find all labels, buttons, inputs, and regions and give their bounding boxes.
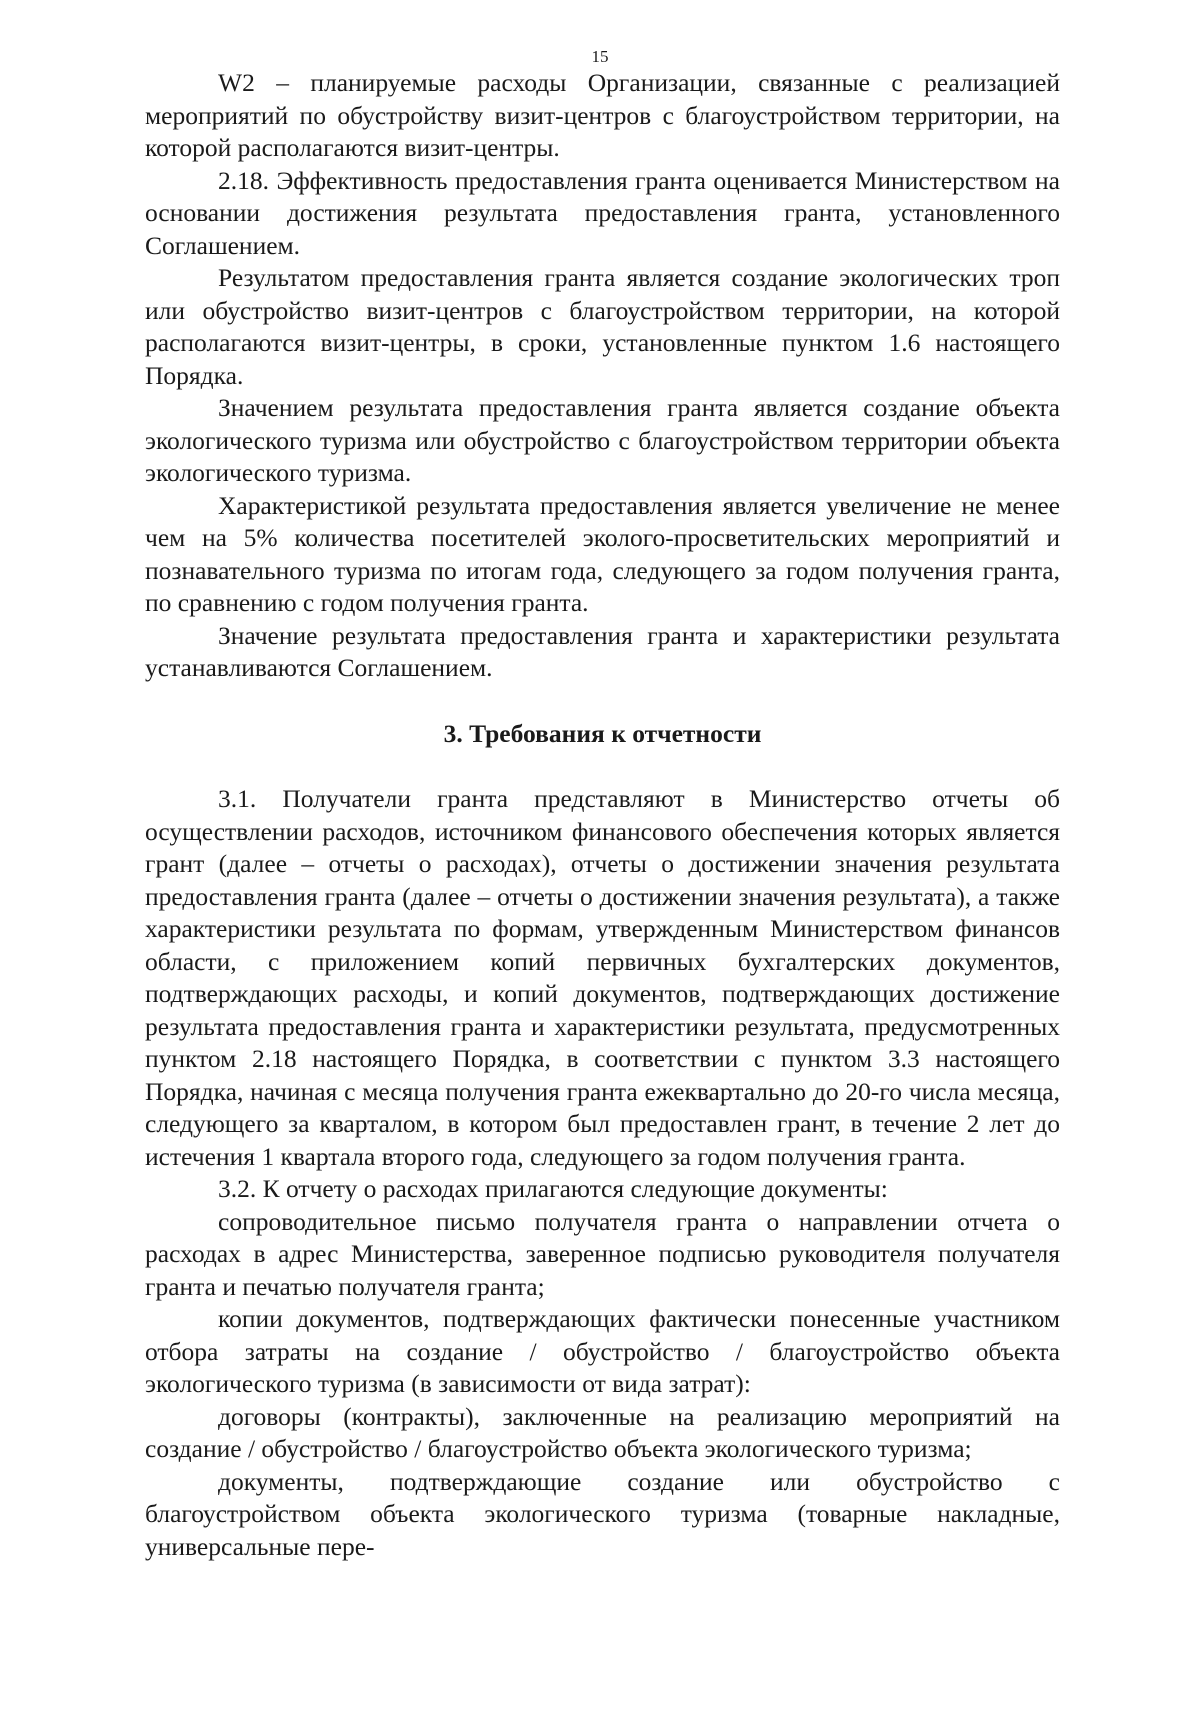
paragraph-contracts: договоры (контракты), заключенные на реализацию мероприятий на создание / обустройство / благоустройство объекта экологического туризма; [145, 1401, 1060, 1463]
paragraph-supporting-documents: документы, подтверждающие создание или обустройство с благоустройством объекта экологического туризма (товарные накладные, универсальные пере- [145, 1466, 1060, 1561]
paragraph-result-characteristic: Характеристикой результата предоставления является увеличение не менее чем на 5% количества посетителей эколого-просветительских мероприятий и познавательного туризма по итогам года, следующего за годом получения гранта, по сравнению с годом получения гранта. [145, 490, 1060, 617]
document-body [145, 67, 1060, 1563]
paragraph-cover-letter: сопроводительное письмо получателя гранта о направлении отчета о расходах в адрес Министерства, заверенное подписью руководителя получателя гранта и печатью получателя гранта; [145, 1206, 1060, 1301]
paragraph-agreement: Значение результата предоставления гранта и характеристики результата устанавливаются Соглашением. [145, 620, 1060, 682]
page-number: 15 [591, 47, 609, 66]
paragraph-result-value: Значением результата предоставления гранта является создание объекта экологического туризма или обустройство с благоустройством территории объекта экологического туризма. [145, 393, 1060, 487]
paragraph-w2-definition: W2 – планируемые расходы Организации, связанные с реализацией мероприятий по обустройству визит-центров с благоустройством территории, на которой располагаются визит-центры. [145, 68, 1060, 162]
section-heading: 3. Требования к отчетности [443, 718, 762, 748]
paragraph-3-1: 3.1. Получатели гранта представляют в Министерство отчеты об осуществлении расходов, источником финансового обеспечения которых является грант (далее – отчеты о расходах), отчеты о достижении значения результата предоставления гранта (далее – отчеты о достижении значения результата), а также характеристики результата по формам, утвержденным Министерством финансов области, с приложением копий первичных бухгалтерских документов, подтверждающих расходы, и копий документов, подтверждающих достижение результата предоставления гранта и характеристики результата, предусмотренных пунктом 2.18 настоящего Порядка, в соответствии с пунктом 3.3 настоящего Порядка, начиная с месяца получения гранта ежеквартально до 20-го числа месяца, следующего за кварталом, в котором был предоставлен грант, в течение 2 лет до истечения 1 квартала второго года, следующего за годом получения гранта. [145, 784, 1060, 1171]
paragraph-2-18: 2.18. Эффективность предоставления гранта оценивается Министерством на основании достижения результата предоставления гранта, установленного Соглашением. [145, 165, 1060, 260]
paragraph-3-2: 3.2. К отчету о расходах прилагаются следующие документы: [218, 1174, 888, 1203]
paragraph-expense-copies: копии документов, подтверждающих фактически понесенные участником отбора затраты на создание / обустройство / благоустройство объекта экологического туризма (в зависимости от вида затрат): [145, 1304, 1060, 1398]
paragraph-grant-result: Результатом предоставления гранта является создание экологических троп или обустройство визит-центров с благоустройством территории, на которой располагаются визит-центры, в сроки, установленные пунктом 1.6 настоящего Порядка. [145, 263, 1060, 390]
